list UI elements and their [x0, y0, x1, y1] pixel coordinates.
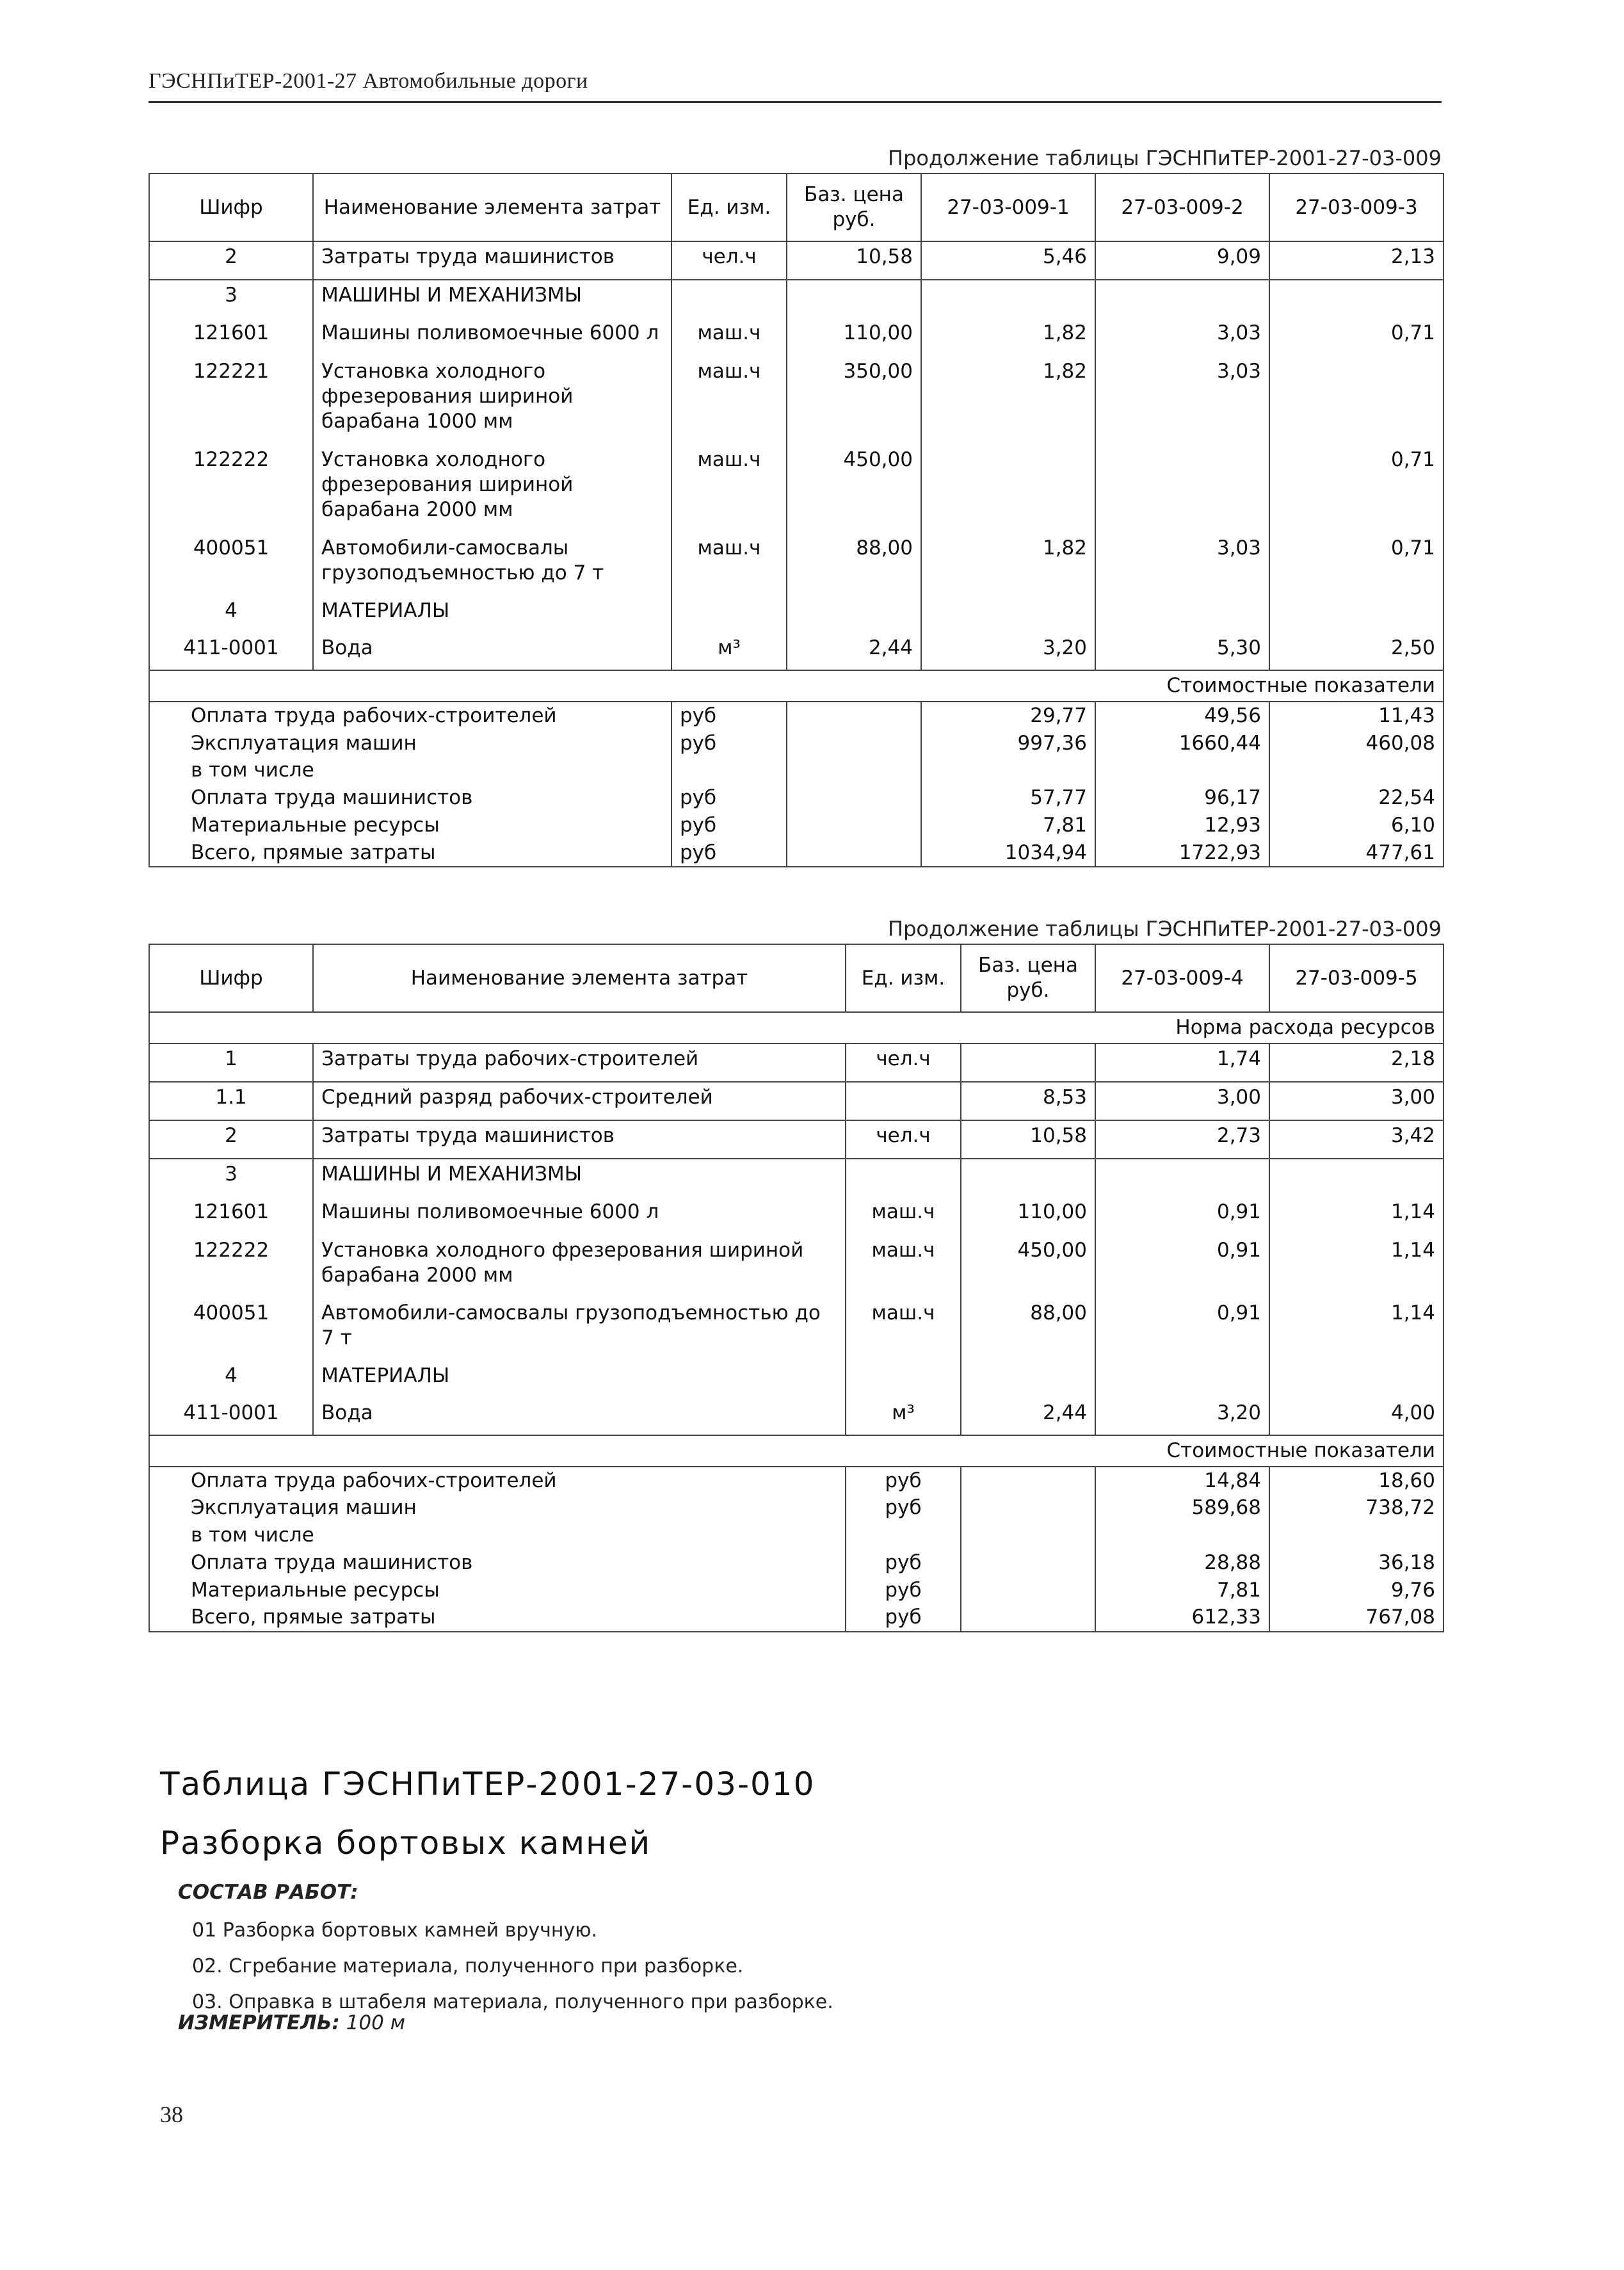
cost-unit: руб — [671, 784, 787, 812]
cell-price: 88,00 — [961, 1298, 1095, 1361]
cell-price: 10,58 — [787, 241, 921, 280]
cell-value: 1,14 — [1269, 1197, 1443, 1236]
cell-value: 0,91 — [1095, 1197, 1269, 1236]
table-row — [149, 1082, 1443, 1120]
cell-unit: чел.ч — [671, 241, 787, 280]
table-row — [149, 280, 1443, 318]
cost-row — [149, 1467, 1443, 1495]
cell-price: 450,00 — [787, 445, 921, 533]
table2-caption: Продолжение таблицы ГЭСНПиТЕР-2001-27-03-009 — [888, 917, 1442, 941]
cost-name: Оплата труда машинистов — [149, 1549, 846, 1577]
cost-note: Стоимостные показатели — [149, 1435, 1443, 1467]
cost-value: 57,77 — [921, 784, 1095, 812]
cell-price: 2,44 — [787, 633, 921, 670]
table-row — [149, 241, 1443, 280]
section-subtitle: Разборка бортовых камней — [160, 1824, 652, 1862]
cost-value: 14,84 — [1095, 1467, 1269, 1495]
cell-value: 3,03 — [1095, 357, 1269, 445]
cell-value: 3,03 — [1095, 318, 1269, 357]
cell-unit: чел.ч — [846, 1043, 961, 1082]
cell-code: 2 — [149, 241, 313, 280]
cell-value: 0,91 — [1095, 1236, 1269, 1298]
cost-value: 36,18 — [1269, 1549, 1443, 1577]
cost-unit: руб — [846, 1604, 961, 1632]
cost-row — [149, 757, 1443, 784]
meter-value: 100 м — [346, 2011, 406, 2034]
table1-header-col3: 27-03-009-3 — [1269, 173, 1443, 241]
table-row — [149, 1361, 1443, 1398]
cell-price: 8,53 — [961, 1082, 1095, 1120]
table2-header-code: Шифр — [149, 944, 313, 1012]
cost-unit: руб — [671, 839, 787, 867]
cell-value: 2,18 — [1269, 1043, 1443, 1082]
cell-value: 1,82 — [921, 318, 1095, 357]
cost-value: 7,81 — [1095, 1577, 1269, 1604]
cost-value: 589,68 — [1095, 1494, 1269, 1522]
norm-note: Норма расхода ресурсов — [149, 1012, 1443, 1043]
cost-name: в том числе — [149, 1522, 846, 1549]
table-row — [149, 1236, 1443, 1298]
cell-name: Затраты труда машинистов — [313, 1120, 846, 1159]
cost-unit: руб — [846, 1467, 961, 1495]
cell-value: 3,03 — [1095, 533, 1269, 596]
cost-row — [149, 1522, 1443, 1549]
cell-value: 1,14 — [1269, 1298, 1443, 1361]
cost-name: Эксплуатация машин — [149, 730, 671, 757]
cost-value: 6,10 — [1269, 812, 1443, 839]
cost-name: Оплата труда рабочих-строителей — [149, 1467, 846, 1495]
cost-name: Оплата труда рабочих-строителей — [149, 702, 671, 730]
cost-value: 738,72 — [1269, 1494, 1443, 1522]
cost-value: 477,61 — [1269, 839, 1443, 867]
cost-value: 1660,44 — [1095, 730, 1269, 757]
cell-value: 1,14 — [1269, 1236, 1443, 1298]
cell-code: 122222 — [149, 1236, 313, 1298]
cost-unit: руб — [846, 1577, 961, 1604]
table1-cost-note-row — [149, 670, 1443, 702]
table1-header-code: Шифр — [149, 173, 313, 241]
cell-unit: маш.ч — [846, 1298, 961, 1361]
cell-name: Затраты труда машинистов — [313, 241, 671, 280]
cost-name: Материальные ресурсы — [149, 1577, 846, 1604]
cell-value: 2,73 — [1095, 1120, 1269, 1159]
table-row — [149, 596, 1443, 633]
cell-name: Автомобили-самосвалы грузоподъемностью до 7 т — [313, 533, 671, 596]
list-item: 02. Сгребание материала, полученного при разборке. — [192, 1955, 744, 1977]
table-row — [149, 533, 1443, 596]
cell-code: 4 — [149, 1361, 313, 1398]
cost-row — [149, 1604, 1443, 1632]
cost-note: Стоимостные показатели — [149, 670, 1443, 702]
cell-code: 121601 — [149, 318, 313, 357]
cell-price: 110,00 — [961, 1197, 1095, 1236]
running-header: ГЭСНПиТЕР-2001-27 Автомобильные дороги — [149, 69, 588, 93]
cell-value: 2,50 — [1269, 633, 1443, 670]
cell-section-title: МАШИНЫ И МЕХАНИЗМЫ — [313, 1159, 846, 1197]
cell-value: 3,20 — [1095, 1398, 1269, 1435]
meter — [178, 2011, 405, 2034]
works-list — [192, 1913, 833, 2020]
cost-value: 460,08 — [1269, 730, 1443, 757]
cell-unit: маш.ч — [671, 533, 787, 596]
cell-name: Установка холодного фрезерования шириной барабана 1000 мм — [313, 357, 671, 445]
table2-header-row — [149, 944, 1443, 1012]
cell-name: Машины поливомоечные 6000 л — [313, 318, 671, 357]
cell-unit: маш.ч — [671, 318, 787, 357]
cell-name: Затраты труда рабочих-строителей — [313, 1043, 846, 1082]
cell-code: 400051 — [149, 533, 313, 596]
cost-name: в том числе — [149, 757, 671, 784]
cost-value: 7,81 — [921, 812, 1095, 839]
header-rule — [149, 101, 1442, 103]
table-row — [149, 1398, 1443, 1435]
cell-code: 1 — [149, 1043, 313, 1082]
cost-row — [149, 1577, 1443, 1604]
cell-code: 121601 — [149, 1197, 313, 1236]
table2-header-name: Наименование элемента затрат — [313, 944, 846, 1012]
cost-name: Материальные ресурсы — [149, 812, 671, 839]
cell-name: Вода — [313, 633, 671, 670]
cost-value: 9,76 — [1269, 1577, 1443, 1604]
table1-header-col1: 27-03-009-1 — [921, 173, 1095, 241]
cell-code: 122222 — [149, 445, 313, 533]
list-item: 03. Оправка в штабеля материала, полученного при разборке. — [192, 1991, 833, 2013]
cell-price: 88,00 — [787, 533, 921, 596]
cell-name: Средний разряд рабочих-строителей — [313, 1082, 846, 1120]
cost-value: 28,88 — [1095, 1549, 1269, 1577]
table1-header-name: Наименование элемента затрат — [313, 173, 671, 241]
cost-row — [149, 839, 1443, 867]
cell-value: 0,71 — [1269, 318, 1443, 357]
cell-unit — [846, 1082, 961, 1120]
cell-value: 0,71 — [1269, 445, 1443, 533]
table-row — [149, 1159, 1443, 1197]
cell-value — [1269, 357, 1443, 445]
cell-value — [1095, 445, 1269, 533]
cost-unit: руб — [671, 730, 787, 757]
cell-value: 5,30 — [1095, 633, 1269, 670]
table1-caption: Продолжение таблицы ГЭСНПиТЕР-2001-27-03-009 — [888, 146, 1442, 170]
cell-value: 5,46 — [921, 241, 1095, 280]
table2-header-price: Баз. цена руб. — [961, 944, 1095, 1012]
cost-unit: руб — [846, 1494, 961, 1522]
cell-value: 2,13 — [1269, 241, 1443, 280]
cell-value: 0,71 — [1269, 533, 1443, 596]
cost-value: 767,08 — [1269, 1604, 1443, 1632]
table1-header-unit: Ед. изм. — [671, 173, 787, 241]
cost-value: 1722,93 — [1095, 839, 1269, 867]
table-row — [149, 633, 1443, 670]
cost-value: 18,60 — [1269, 1467, 1443, 1495]
cell-value: 3,00 — [1269, 1082, 1443, 1120]
cost-name: Всего, прямые затраты — [149, 1604, 846, 1632]
table1 — [149, 173, 1444, 867]
cell-value: 1,82 — [921, 357, 1095, 445]
table-row — [149, 318, 1443, 357]
cell-unit: м³ — [846, 1398, 961, 1435]
cell-name: Вода — [313, 1398, 846, 1435]
cost-unit: руб — [671, 812, 787, 839]
table2-norm-note-row — [149, 1012, 1443, 1043]
works-heading: СОСТАВ РАБОТ: — [178, 1881, 358, 1904]
cell-code: 411-0001 — [149, 633, 313, 670]
cost-value: 11,43 — [1269, 702, 1443, 730]
cell-price: 450,00 — [961, 1236, 1095, 1298]
cost-value: 12,93 — [1095, 812, 1269, 839]
cell-value: 1,82 — [921, 533, 1095, 596]
cell-unit: маш.ч — [846, 1197, 961, 1236]
table1-header-col2: 27-03-009-2 — [1095, 173, 1269, 241]
cost-row — [149, 812, 1443, 839]
table-row — [149, 1043, 1443, 1082]
section-title: Таблица ГЭСНПиТЕР-2001-27-03-010 — [160, 1766, 816, 1803]
cell-value: 0,91 — [1095, 1298, 1269, 1361]
cell-code: 3 — [149, 1159, 313, 1197]
table-row — [149, 445, 1443, 533]
table-row — [149, 1197, 1443, 1236]
table-row — [149, 1120, 1443, 1159]
cell-code: 411-0001 — [149, 1398, 313, 1435]
cost-value: 49,56 — [1095, 702, 1269, 730]
table-row — [149, 357, 1443, 445]
cost-row — [149, 1549, 1443, 1577]
cost-name: Эксплуатация машин — [149, 1494, 846, 1522]
cell-value: 4,00 — [1269, 1398, 1443, 1435]
cost-value: 1034,94 — [921, 839, 1095, 867]
cell-name: Машины поливомоечные 6000 л — [313, 1197, 846, 1236]
cost-value: 29,77 — [921, 702, 1095, 730]
cost-row — [149, 702, 1443, 730]
table1-header-row — [149, 173, 1443, 241]
table-row — [149, 1298, 1443, 1361]
cell-value — [921, 445, 1095, 533]
cost-row — [149, 1494, 1443, 1522]
cost-unit: руб — [671, 702, 787, 730]
table2 — [149, 944, 1444, 1632]
cost-value: 96,17 — [1095, 784, 1269, 812]
cost-value: 997,36 — [921, 730, 1095, 757]
cell-section-title: МАТЕРИАЛЫ — [313, 596, 671, 633]
cost-name: Оплата труда машинистов — [149, 784, 671, 812]
cost-name: Всего, прямые затраты — [149, 839, 671, 867]
cell-price: 10,58 — [961, 1120, 1095, 1159]
cell-value: 3,00 — [1095, 1082, 1269, 1120]
cell-value: 9,09 — [1095, 241, 1269, 280]
cell-value: 3,20 — [921, 633, 1095, 670]
cell-code: 122221 — [149, 357, 313, 445]
cell-unit: маш.ч — [671, 357, 787, 445]
cell-unit: маш.ч — [846, 1236, 961, 1298]
table2-header-unit: Ед. изм. — [846, 944, 961, 1012]
cost-unit: руб — [846, 1549, 961, 1577]
table2-header-col5: 27-03-009-5 — [1269, 944, 1443, 1012]
cell-name: Установка холодного фрезерования шириной барабана 2000 мм — [313, 1236, 846, 1298]
cell-value: 1,74 — [1095, 1043, 1269, 1082]
cell-section-title: МАТЕРИАЛЫ — [313, 1361, 846, 1398]
cell-code: 4 — [149, 596, 313, 633]
cell-name: Установка холодного фрезерования шириной барабана 2000 мм — [313, 445, 671, 533]
table2-cost-note-row — [149, 1435, 1443, 1467]
list-item: 01 Разборка бортовых камней вручную. — [192, 1919, 598, 1942]
cost-value: 22,54 — [1269, 784, 1443, 812]
cell-price — [961, 1043, 1095, 1082]
cell-unit: чел.ч — [846, 1120, 961, 1159]
cell-price: 350,00 — [787, 357, 921, 445]
cell-name: Автомобили-самосвалы грузоподъемностью до 7 т — [313, 1298, 846, 1361]
cell-unit: маш.ч — [671, 445, 787, 533]
cost-row — [149, 784, 1443, 812]
cell-price: 2,44 — [961, 1398, 1095, 1435]
cell-code: 1.1 — [149, 1082, 313, 1120]
cost-row — [149, 730, 1443, 757]
cost-value: 612,33 — [1095, 1604, 1269, 1632]
cell-code: 2 — [149, 1120, 313, 1159]
meter-label: ИЗМЕРИТЕЛЬ: — [178, 2011, 340, 2034]
table2-header-col4: 27-03-009-4 — [1095, 944, 1269, 1012]
cell-code: 400051 — [149, 1298, 313, 1361]
cell-unit: м³ — [671, 633, 787, 670]
cell-code: 3 — [149, 280, 313, 318]
cell-price: 110,00 — [787, 318, 921, 357]
table1-header-price: Баз. цена руб. — [787, 173, 921, 241]
page-number: 38 — [160, 2102, 183, 2127]
cell-section-title: МАШИНЫ И МЕХАНИЗМЫ — [313, 280, 671, 318]
cell-value: 3,42 — [1269, 1120, 1443, 1159]
